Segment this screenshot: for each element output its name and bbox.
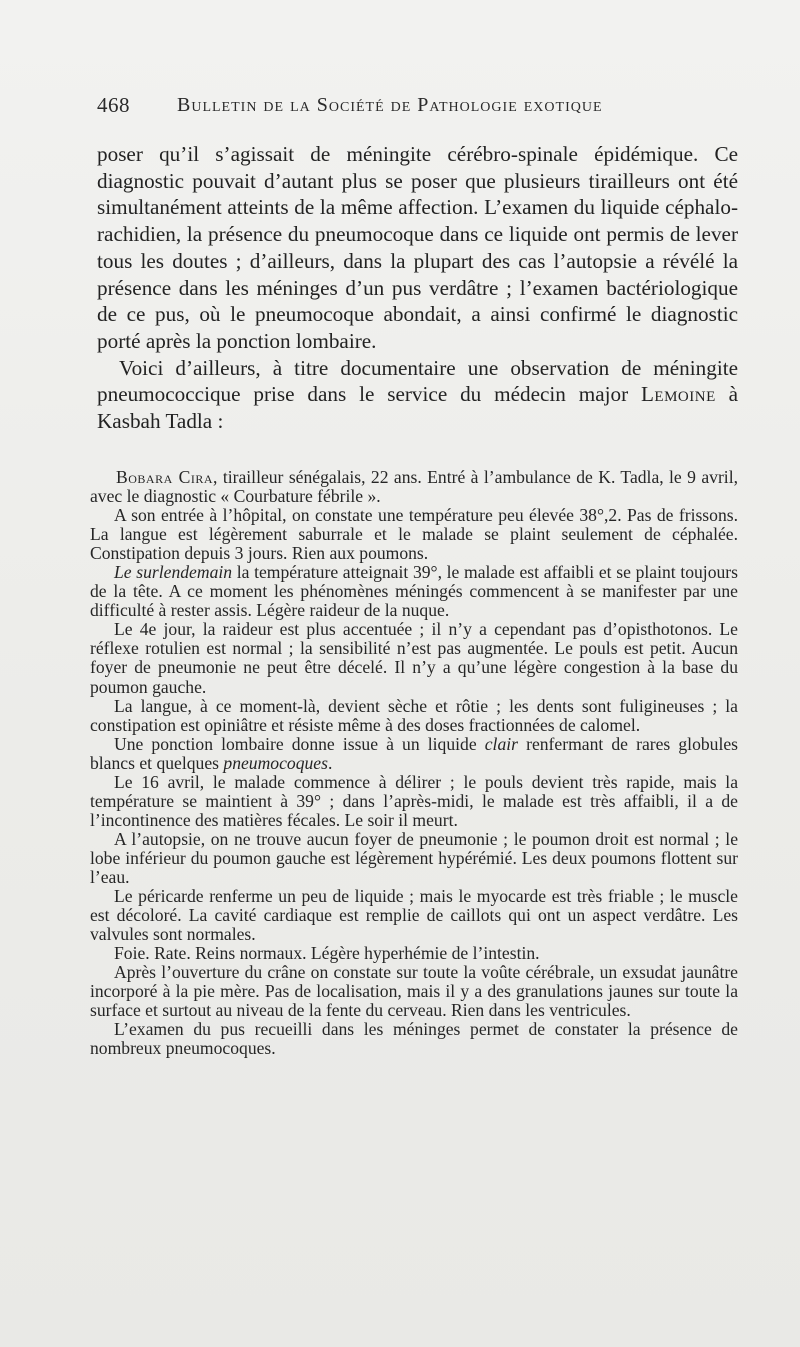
observation-paragraph-3 <box>90 563 738 620</box>
intro-paragraph-2-text: Voici d’ailleurs, à titre documentaire une observation de méningite pneumococcique prise dans le service du médecin major <box>97 355 738 407</box>
observation-paragraph-10: Foie. Rate. Reins normaux. Légère hyperhémie de l’intestin. <box>114 943 540 964</box>
observation-paragraph-6-italic-1: clair <box>484 733 518 754</box>
observation-paragraph-12: L’examen du pus recueilli dans les méninges permet de constater la présence de nombreux pneumocoques. <box>90 1019 738 1059</box>
observation-paragraph-6-italic-2: pneumocoques <box>223 752 328 773</box>
observation-paragraph-6-b: renfermant de rares globules blancs et quelques <box>90 733 738 773</box>
observation-paragraph-1-text: , tirailleur sénégalais, 22 ans. Entré à l’ambulance de K. Tadla, le 9 avril, avec le diagnostic « Courbature fébrile ». <box>90 467 738 507</box>
observation-paragraph-6-c: . <box>327 752 333 773</box>
case-observation <box>90 468 738 1058</box>
observation-paragraph-6 <box>90 735 738 773</box>
observation-paragraph-2: A son entrée à l’hôpital, on constate une température peu élevée 38°,2. Pas de frissons. La langue est légèrement saburrale et le malade se plaint seulement de céphalée. Constipation depuis 3 jours. Rien aux poumons. <box>90 505 738 564</box>
observation-paragraph-3-italic: Le surlendemain <box>114 562 233 583</box>
intro-paragraph-2 <box>97 355 738 435</box>
observation-paragraph-3-text: la température atteignait 39°, le malade est affaibli et se plaint toujours de la tête. A ce moment les phénomènes méningés commencent à se manifester par une difficulté à rester assis. Légère raideur de la nuque. <box>90 562 738 621</box>
observation-paragraph-8: A l’autopsie, on ne trouve aucun foyer de pneumonie ; le poumon droit est normal ; le lobe inférieur du poumon gauche est légèrement hypérémié. Les deux poumons flottent sur l’eau. <box>90 828 738 887</box>
observation-paragraph-6-a: Une ponction lombaire donne issue à un liquide <box>114 733 485 754</box>
intro-paragraph-1: poser qu’il s’agissait de méningite cérébro-spinale épidémique. Ce diagnostic pouvait d’autant plus se poser que plusieurs tirailleurs ont été simultanément atteints de la même affection. L’examen du liquide céphalo-rachidien, la présence du pneumocoque dans ce liquide ont permis de lever tous les doutes ; d’ailleurs, dans la plupart des cas l’autopsie a révélé la présence dans les méninges d’un pus verdâtre ; l’examen bactériologique de ce pus, où le pneumocoque abondait, a ainsi confirmé le diagnostic porté après la ponction lombaire. <box>97 142 738 353</box>
main-text <box>97 141 738 435</box>
observation-paragraph-11: Après l’ouverture du crâne on constate sur toute la voûte cérébrale, un exsudat jaunâtre incorporé à la pie mère. Pas de localisation, mais il y a des granulations jaunes sur toute la surface et surtout au niveau de la fente du cerveau. Rien dans les ventricules. <box>90 962 738 1021</box>
observation-paragraph-1 <box>90 468 738 506</box>
observation-paragraph-7: Le 16 avril, le malade commence à délirer ; le pouls devient très rapide, mais la température se maintient à 39° ; dans l’après-midi, le malade est très affaibli, il a de l’incontinence des matières fécales. Le soir il meurt. <box>90 771 738 830</box>
running-title: Bulletin de la Société de Pathologie exotique <box>177 94 603 116</box>
patient-name: Bobara Cira <box>116 467 214 487</box>
observation-paragraph-9: Le péricarde renferme un peu de liquide ; mais le myocarde est très friable ; le muscle est décoloré. La cavité cardiaque est remplie de caillots qui ont un aspect verdâtre. Les valvules sont normales. <box>90 886 738 945</box>
page-number: 468 <box>97 93 130 117</box>
observation-paragraph-5: La langue, à ce moment-là, devient sèche et rôtie ; les dents sont fuligineuses ; la constipation est opiniâtre et résiste même à des doses fractionnées de calomel. <box>90 695 738 735</box>
physician-name: Lemoine <box>640 382 716 407</box>
intro-paragraph-2-end: à Kasbah Tadla : <box>97 382 738 434</box>
observation-paragraph-4: Le 4e jour, la raideur est plus accentuée ; il n’y a cependant pas d’opisthotonos. Le réflexe rotulien est normal ; la sensibilité n’est pas augmentée. Le pouls est petit. Aucun foyer de pneumonie ne peut être décelé. Il n’y a qu’une légère congestion à la base du poumon gauche. <box>90 619 738 697</box>
page-header <box>97 93 717 123</box>
